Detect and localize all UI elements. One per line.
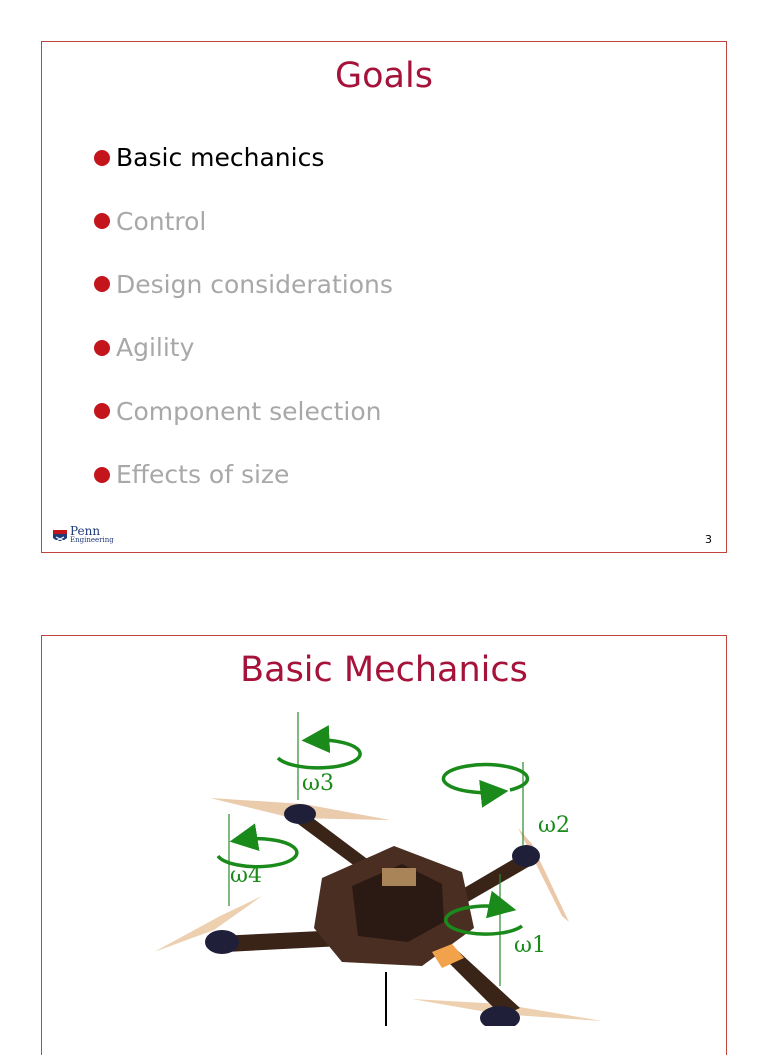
quadrotor-diagram [42,696,728,1026]
rotation-arrow-icon [278,740,360,768]
slide-basic-mechanics [41,635,727,1055]
penn-shield-icon [52,530,68,544]
rotation-arrow-icon [443,765,527,793]
bullet-dot-icon [94,340,110,356]
omega1-label: ω1 [514,933,546,958]
bullet-label: Agility [116,333,195,363]
bullet-label: Component selection [116,396,382,426]
bullet-item [94,253,393,316]
bullet-label: Design considerations [116,269,393,299]
bullet-item [94,443,393,506]
bullet-label: Control [116,206,207,236]
goals-list [94,126,393,506]
bullet-item [94,189,393,252]
page-number: 3 [705,533,712,546]
bullet-dot-icon [94,403,110,419]
omega2-label: ω2 [538,813,570,838]
omega4-label: ω4 [230,863,262,888]
slide-title: Goals [335,56,433,96]
bullet-item [94,126,393,189]
bullet-dot-icon [94,150,110,166]
bullet-label: Basic mechanics [116,143,325,173]
bullet-dot-icon [94,213,110,229]
bullet-label: Effects of size [116,460,290,490]
penn-engineering-logo [52,525,114,544]
logo-penn-text: Penn [70,524,101,538]
quadrotor-photo [154,798,602,1026]
slide-goals [41,41,727,553]
logo-engineering-text: Engineering [70,536,114,544]
bullet-dot-icon [94,276,110,292]
bullet-item [94,380,393,443]
omega3-label: ω3 [302,771,334,796]
bullet-dot-icon [94,467,110,483]
slide-title: Basic Mechanics [240,650,528,690]
bullet-item [94,316,393,379]
